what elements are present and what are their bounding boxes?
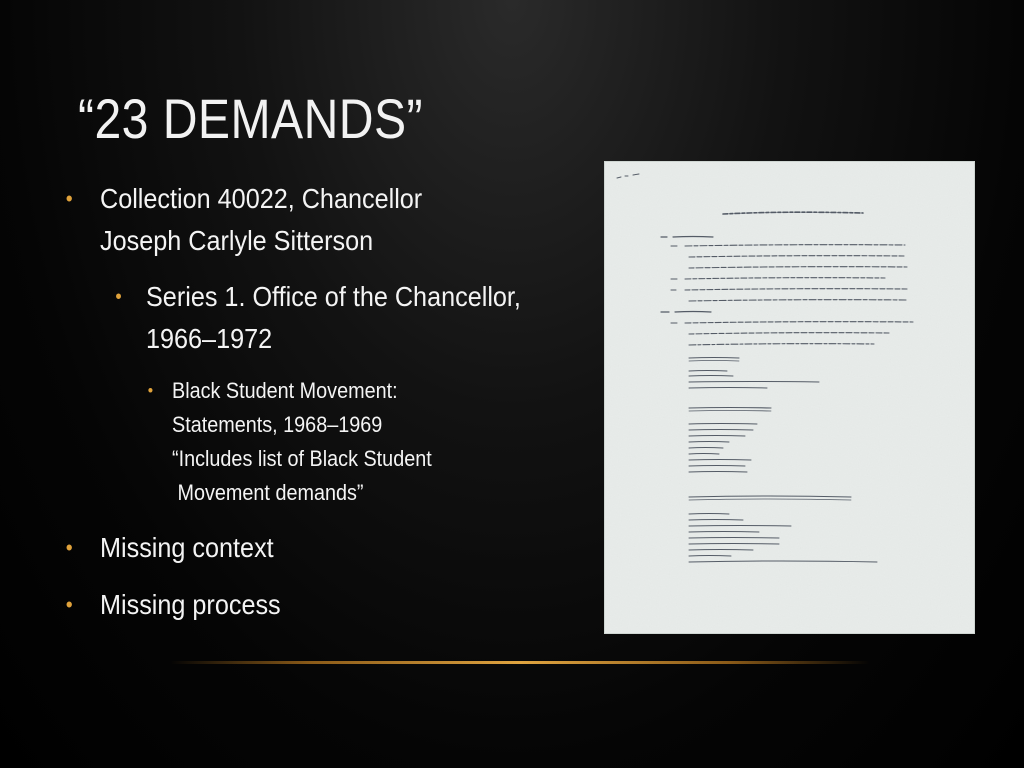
bullet-item-collection: [65, 178, 423, 262]
bullet-text-line: Missing context: [100, 532, 274, 563]
bullet-text-line: Series 1. Office of the Chancellor,: [146, 281, 521, 312]
bullet-item-series: [115, 276, 521, 360]
bullet-icon: •: [65, 535, 73, 560]
bullet-icon: •: [65, 186, 73, 211]
bullet-icon: •: [65, 592, 73, 617]
handwritten-demands-page: [605, 162, 974, 633]
bullet-text-line: 1966–1972: [146, 323, 273, 354]
bullet-text-line: Collection 40022, Chancellor: [100, 183, 423, 214]
bullet-text-line: “Includes list of Black Student: [172, 446, 432, 471]
bullet-item-statements: [147, 374, 432, 510]
bullet-icon: •: [115, 286, 122, 308]
slide-title: “23 DEMANDS”: [78, 87, 424, 150]
bullet-icon: •: [147, 381, 154, 400]
scanned-document-image: [604, 161, 975, 634]
accent-rule: [170, 661, 870, 664]
bullet-text-line: Movement demands”: [172, 480, 364, 505]
bullet-item-missing-process: [65, 584, 281, 626]
bullet-text-line: Missing process: [100, 589, 281, 620]
bullet-text-line: Black Student Movement:: [172, 378, 398, 403]
bullet-text-line: Joseph Carlyle Sitterson: [100, 225, 374, 256]
bullet-item-missing-context: [65, 527, 274, 569]
bullet-text-line: Statements, 1968–1969: [172, 412, 383, 437]
